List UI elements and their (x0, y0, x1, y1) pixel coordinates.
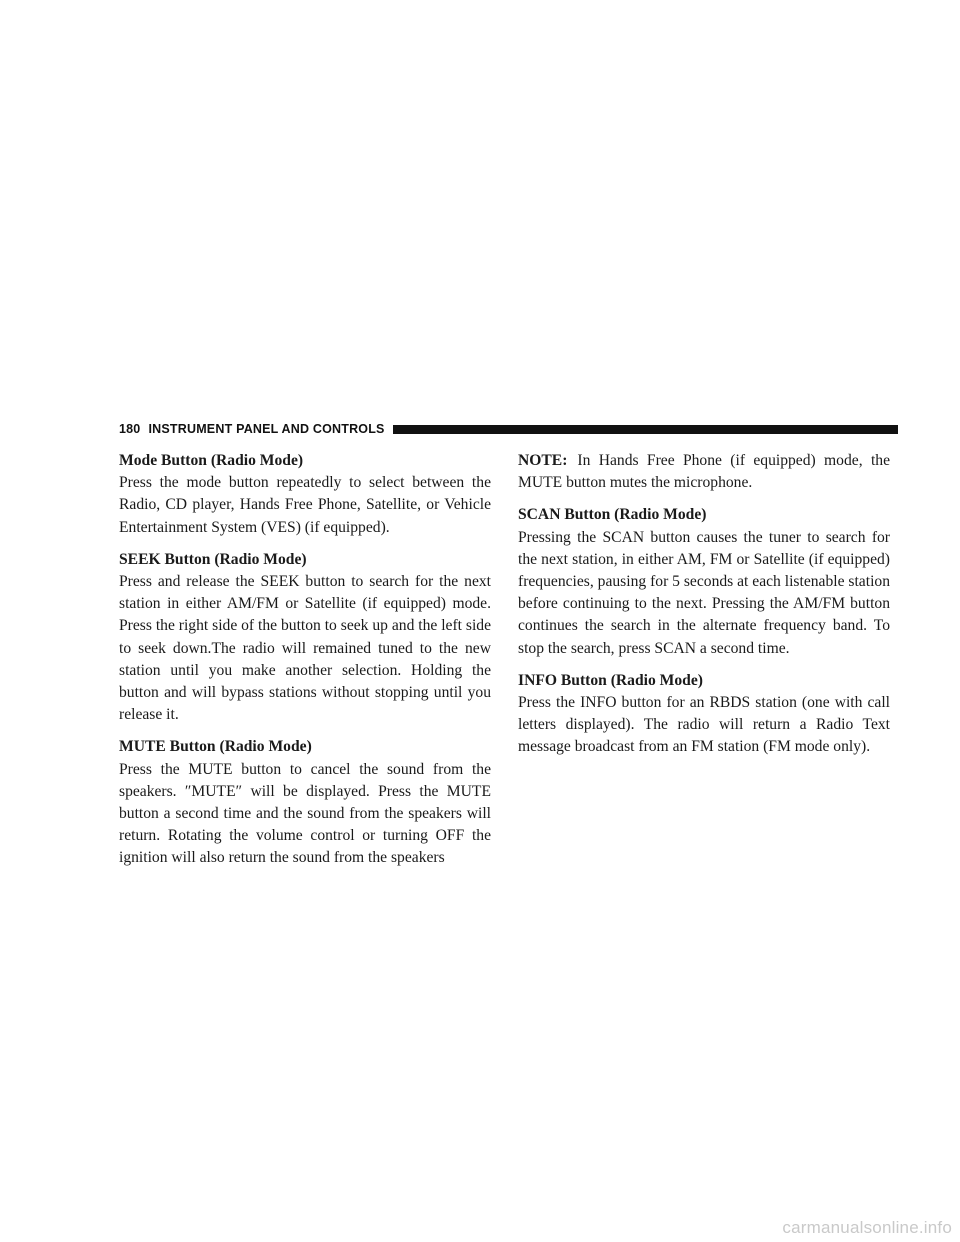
page-number: 180 (119, 422, 141, 436)
watermark: carmanualsonline.info (782, 1218, 952, 1237)
section-paragraph: Press and release the SEEK button to search for the next station in either AM/FM or Satellite (if equipped) mode. Press the right side of the button to seek up and the left side to seek down.The radio will remained tuned to the new station until you make another selection. Holding the button and will bypass stations without stopping until you release it. (119, 573, 492, 724)
left-column (119, 450, 491, 880)
note-label: NOTE: (518, 452, 568, 469)
section-paragraph: Press the INFO button for an RBDS station (one with call letters displayed). The radio will return a Radio Text message broadcast from an FM station (FM mode only). (518, 694, 890, 756)
info-button-section (518, 670, 890, 759)
note-text: In Hands Free Phone (if equipped) mode, the MUTE button mutes the microphone. (518, 452, 890, 492)
section-title: INSTRUMENT PANEL AND CONTROLS (148, 422, 385, 436)
section-paragraph: Pressing the SCAN button causes the tuner to search for the next station, in either AM, FM or Satellite (if equipped) frequencies, pausing for 5 seconds at each listenable station before continuing to the next. Pressing the AM/FM button continues the search in the alternate frequency band. To stop the search, press SCAN a second time. (518, 528, 890, 657)
section-heading: SEEK Button (Radio Mode) (119, 550, 307, 568)
note-block (518, 450, 890, 494)
section-paragraph: Press the mode button repeatedly to select between the Radio, CD player, Hands Free Phone, Satellite, or Vehicle Entertainment System (VES) (if equipped). (119, 474, 491, 536)
page-header (119, 421, 898, 437)
seek-button-section (119, 549, 491, 727)
right-column (518, 450, 890, 769)
section-paragraph: Press the MUTE button to cancel the sound from the speakers. ″MUTE″ will be displayed. Press the MUTE button a second time and the sound from the speakers will return. Rotating the volume control or turning OFF the ignition will also return the sound from the speakers (119, 760, 491, 867)
header-rule (393, 425, 898, 434)
section-heading: INFO Button (Radio Mode) (518, 671, 703, 689)
section-heading: Mode Button (Radio Mode) (119, 452, 304, 469)
section-heading: MUTE Button (Radio Mode) (119, 738, 312, 756)
section-heading: SCAN Button (Radio Mode) (518, 506, 707, 524)
scan-button-section (518, 504, 890, 659)
mode-button-section (119, 450, 491, 539)
mute-button-section (119, 736, 491, 869)
note-paragraph (518, 450, 890, 494)
